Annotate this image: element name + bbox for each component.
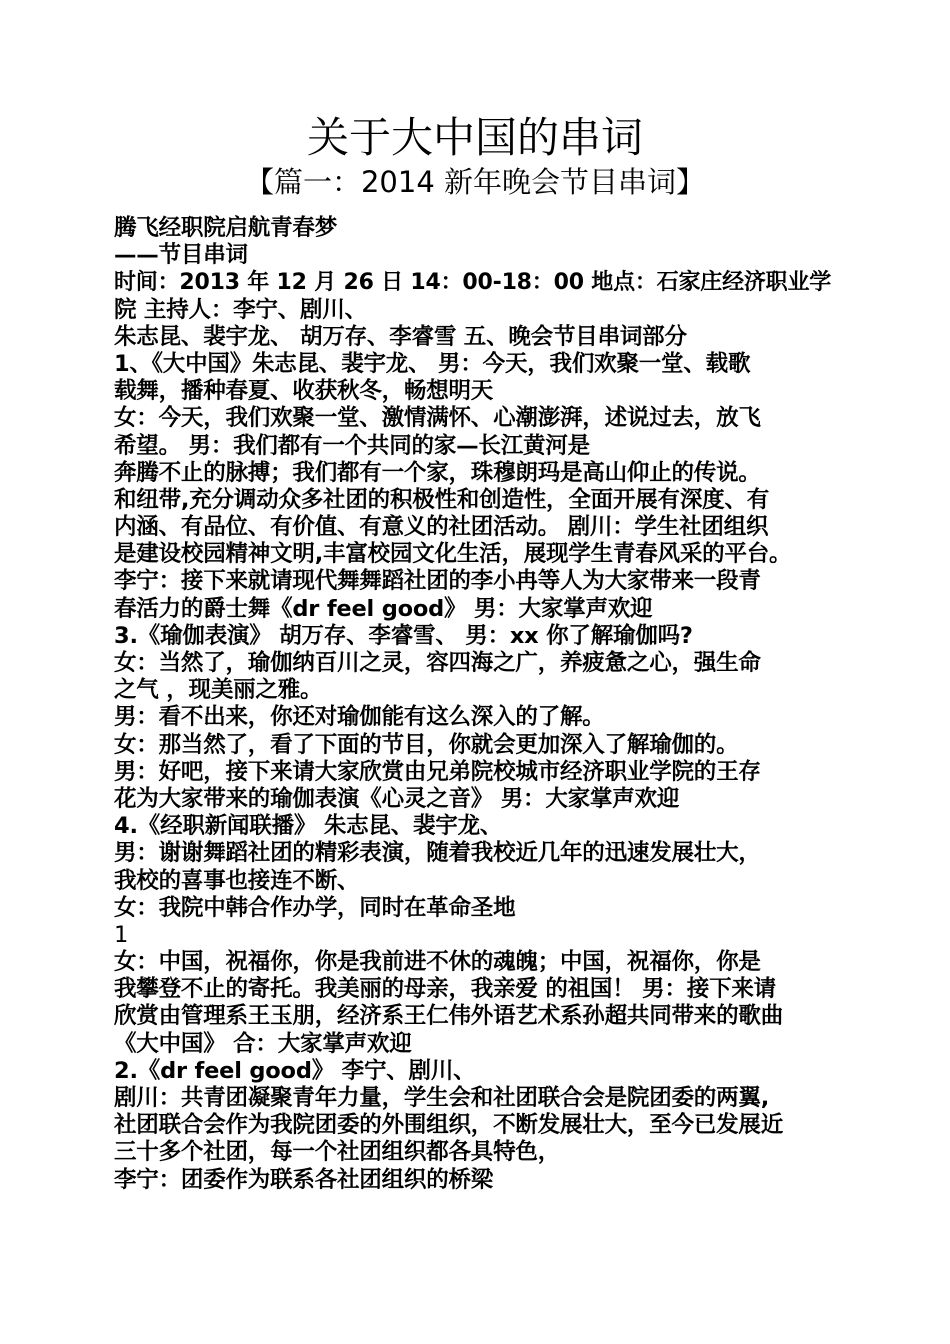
document-subtitle: 【篇一：2014 新年晚会节目串词】 (244, 165, 706, 199)
body-line: ——节目串词 (114, 242, 248, 269)
body-line: 奔腾不止的脉搏；我们都有一个家，珠穆朗玛是高山仰止的传说。 (114, 459, 761, 486)
body-line: 希望。 男：我们都有一个共同的家—长江黄河是 (114, 432, 590, 459)
body-line: 女：我院中韩合作办学，同时在革命圣地 (114, 894, 516, 921)
body-line: 社团联合会作为我院团委的外围组织，不断发展壮大，至今已发展近 (114, 1112, 784, 1139)
body-line: 时间：2013 年 12 月 26 日 14：00-18：00 地点：石家庄经济职业学 (114, 270, 832, 296)
body-line: 男：谢谢舞蹈社团的精彩表演，随着我校近几年的迅速发展壮大， (114, 840, 761, 867)
body-line: 之气 ，现美丽之雅。 (114, 677, 323, 704)
body-line: 三十多个社团，每一个社团组织都各具特色， (114, 1139, 561, 1166)
body-line: 4.《经职新闻联播》 朱志昆、裴宇龙、 (114, 813, 503, 840)
body-line: 院 主持人：李宁、剧川、 (114, 296, 367, 323)
body-line: 是建设校园精神文明,丰富校园文化生活，展现学生青春风采的平台。 (114, 541, 792, 568)
body-line: 《大中国》 合：大家掌声欢迎 (114, 1030, 412, 1057)
body-line: 女：今天，我们欢聚一堂、激情满怀、心潮澎湃，述说过去，放飞 (114, 405, 761, 432)
body-line: 我校的喜事也接连不断、 (114, 867, 360, 894)
body-line: 腾飞经职院启航青春梦 (114, 215, 338, 241)
document-title: 关于大中国的串词 (306, 113, 643, 162)
document-body (114, 215, 844, 1194)
body-line: 花为大家带来的瑜伽表演《心灵之音》 男：大家掌声欢迎 (114, 785, 680, 812)
body-line: 女：中国，祝福你，你是我前进不休的魂魄；中国，祝福你，你是 (114, 949, 761, 976)
body-line: 女：那当然了，看了下面的节目，你就会更加深入了解瑜伽的。 (114, 731, 739, 758)
body-line: 男：好吧，接下来请大家欣赏由兄弟院校城市经济职业学院的王存 (114, 758, 761, 785)
body-line: 2.《dr feel good》 李宁、剧川、 (114, 1057, 476, 1084)
body-line: 1、《大中国》朱志昆、裴宇龙、 男：今天，我们欢聚一堂、载歌 (114, 350, 751, 377)
body-line: 3.《瑜伽表演》 胡万存、李睿雪、 男：xx 你了解瑜伽吗? (114, 622, 693, 649)
body-line: 春活力的爵士舞《dr feel good》 男：大家掌声欢迎 (114, 595, 653, 622)
body-line: 1 (114, 921, 129, 948)
body-line: 载舞，播种春夏、收获秋冬，畅想明天 (114, 378, 494, 405)
body-line: 男：看不出来，你还对瑜伽能有这么深入的了解。 (114, 704, 605, 731)
body-line: 李宁：接下来就请现代舞舞蹈社团的李小冉等人为大家带来一段青 (114, 568, 761, 595)
body-line: 女：当然了，瑜伽纳百川之灵，容四海之广，养疲惫之心，强生命 (114, 650, 761, 676)
body-line: 和纽带,充分调动众多社团的积极性和创造性，全面开展有深度、有 (114, 486, 770, 513)
body-line: 内涵、有品位、有价值、有意义的社团活动。 剧川：学生社团组织 (114, 514, 769, 541)
body-line: 剧川：共青团凝聚青年力量，学生会和社团联合会是院团委的两翼, (114, 1085, 770, 1111)
body-line: 我攀登不止的寄托。我美丽的母亲，我亲爱 的祖国！ 男：接下来请 (114, 976, 776, 1003)
body-line: 欣赏由管理系王玉朋，经济系王仁伟外语艺术系孙超共同带来的歌曲 (114, 1003, 784, 1030)
body-line: 李宁：团委作为联系各社团组织的桥梁 (114, 1166, 494, 1193)
body-line: 朱志昆、裴宇龙、 胡万存、李睿雪 五、晚会节目串词部分 (114, 323, 687, 350)
